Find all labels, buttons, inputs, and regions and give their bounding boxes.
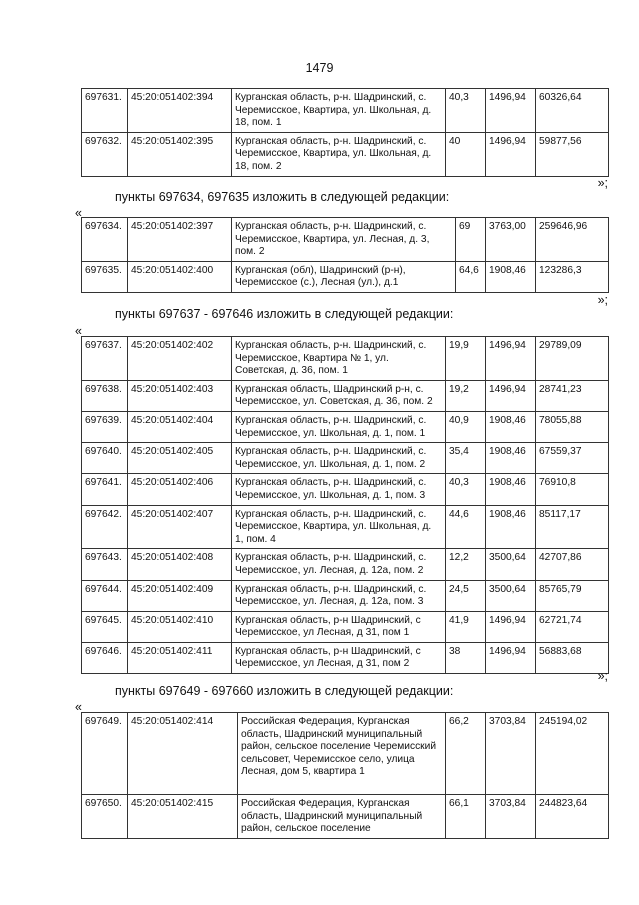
rate: 1908,46 (486, 505, 536, 549)
item-number: 697640. (82, 443, 128, 474)
area: 40,3 (446, 474, 486, 505)
item-number: 697632. (82, 132, 128, 176)
address: Курганская область, р-н. Шадринский, с. Черемисское, Квартира, ул. Школьная, д. 18, пом. 2 (232, 132, 446, 176)
table-row (82, 580, 609, 611)
rate: 3703,84 (486, 795, 536, 839)
cadastral-value: 244823,64 (536, 795, 609, 839)
rate: 1908,46 (486, 261, 536, 292)
address: Курганская область, р-н Шадринский, с Черемисское, ул Лесная, д 31, пом 2 (232, 642, 446, 673)
cadastral-value: 28741,23 (536, 380, 609, 411)
cadastral-value: 59877,56 (536, 132, 609, 176)
table-row (82, 89, 609, 133)
address: Курганская область, р-н. Шадринский, с. Черемисское, ул. Школьная, д. 1, пом. 1 (232, 411, 446, 442)
address: Курганская область, р-н. Шадринский, с. Черемисское, Квартира, ул. Школьная, д. 18, пом. 1 (232, 89, 446, 133)
cadastral-number: 45:20:051402:406 (128, 474, 232, 505)
rate: 1496,94 (486, 89, 536, 133)
cadastral-value: 78055,88 (536, 411, 609, 442)
cadastral-value: 56883,68 (536, 642, 609, 673)
cadastral-table-2 (81, 217, 609, 293)
cadastral-number: 45:20:051402:405 (128, 443, 232, 474)
rate: 3703,84 (486, 713, 536, 795)
area: 12,2 (446, 549, 486, 580)
area: 19,2 (446, 380, 486, 411)
opening-quote: « (75, 700, 82, 714)
opening-quote: « (75, 206, 82, 220)
area: 66,1 (446, 795, 486, 839)
cadastral-value: 85117,17 (536, 505, 609, 549)
cadastral-value: 76910,8 (536, 474, 609, 505)
item-number: 697635. (82, 261, 128, 292)
address: Курганская область, р-н. Шадринский, с. Черемисское, ул. Школьная, д. 1, пом. 3 (232, 474, 446, 505)
address: Курганская область, Шадринский р-н, с. Черемисское, ул. Советская, д. 36, пом. 2 (232, 380, 446, 411)
cadastral-value: 259646,96 (536, 218, 609, 262)
table-row (82, 380, 609, 411)
table-row (82, 474, 609, 505)
address: Курганская область, р-н Шадринский, с Черемисское, ул Лесная, д 31, пом 1 (232, 611, 446, 642)
rate: 1908,46 (486, 474, 536, 505)
closing-quote: »; (597, 669, 608, 683)
address: Курганская область, р-н. Шадринский, с. Черемисское, ул. Лесная, д. 12а, пом. 3 (232, 580, 446, 611)
cadastral-number: 45:20:051402:402 (128, 337, 232, 381)
cadastral-value: 60326,64 (536, 89, 609, 133)
cadastral-number: 45:20:051402:400 (128, 261, 232, 292)
cadastral-number: 45:20:051402:414 (128, 713, 238, 795)
cadastral-number: 45:20:051402:410 (128, 611, 232, 642)
cadastral-number: 45:20:051402:397 (128, 218, 232, 262)
rate: 3500,64 (486, 580, 536, 611)
cadastral-value: 42707,86 (536, 549, 609, 580)
closing-quote: »; (597, 293, 608, 307)
area: 19,9 (446, 337, 486, 381)
address: Курганская (обл), Шадринский (р-н), Черемисское (с.), Лесная (ул.), д.1 (232, 261, 456, 292)
rate: 1496,94 (486, 642, 536, 673)
cadastral-value: 62721,74 (536, 611, 609, 642)
item-number: 697642. (82, 505, 128, 549)
table-row (82, 795, 609, 839)
rate: 3763,00 (486, 218, 536, 262)
area: 35,4 (446, 443, 486, 474)
item-number: 697634. (82, 218, 128, 262)
cadastral-table-4 (81, 712, 609, 839)
item-number: 697645. (82, 611, 128, 642)
cadastral-number: 45:20:051402:395 (128, 132, 232, 176)
cadastral-number: 45:20:051402:404 (128, 411, 232, 442)
rate: 3500,64 (486, 549, 536, 580)
cadastral-number: 45:20:051402:411 (128, 642, 232, 673)
table-row (82, 132, 609, 176)
cadastral-value: 85765,79 (536, 580, 609, 611)
amendment-instruction: пункты 697637 - 697646 изложить в следующей редакции: (115, 307, 454, 321)
amendment-instruction: пункты 697649 - 697660 изложить в следующей редакции: (115, 684, 454, 698)
table-row (82, 713, 609, 795)
cadastral-table-3 (81, 336, 609, 674)
cadastral-value: 29789,09 (536, 337, 609, 381)
item-number: 697646. (82, 642, 128, 673)
rate: 1908,46 (486, 443, 536, 474)
cadastral-number: 45:20:051402:403 (128, 380, 232, 411)
cadastral-number: 45:20:051402:415 (128, 795, 238, 839)
cadastral-value: 67559,37 (536, 443, 609, 474)
cadastral-number: 45:20:051402:408 (128, 549, 232, 580)
area: 40,9 (446, 411, 486, 442)
page-number: 1479 (305, 61, 334, 75)
item-number: 697639. (82, 411, 128, 442)
table-row (82, 218, 609, 262)
area: 66,2 (446, 713, 486, 795)
area: 64,6 (456, 261, 486, 292)
item-number: 697637. (82, 337, 128, 381)
area: 38 (446, 642, 486, 673)
address: Курганская область, р-н. Шадринский, с. Черемисское, Квартира № 1, ул. Советская, д. 36, пом. 1 (232, 337, 446, 381)
closing-quote: »; (597, 176, 608, 190)
cadastral-value: 245194,02 (536, 713, 609, 795)
address: Курганская область, р-н. Шадринский, с. Черемисское, Квартира, ул. Лесная, д. 3, пом. 2 (232, 218, 456, 262)
cadastral-number: 45:20:051402:407 (128, 505, 232, 549)
address: Российская Федерация, Курганская область, Шадринский муниципальный район, сельское поселение (238, 795, 446, 839)
area: 41,9 (446, 611, 486, 642)
opening-quote: « (75, 324, 82, 338)
rate: 1496,94 (486, 611, 536, 642)
address: Российская Федерация, Курганская область, Шадринский муниципальный район, сельское поселение Черемисский сельсовет, Черемисское село, улица Лесная, дом 5, квартира 1 (238, 713, 446, 795)
amendment-instruction: пункты 697634, 697635 изложить в следующей редакции: (115, 190, 450, 204)
rate: 1496,94 (486, 132, 536, 176)
area: 44,6 (446, 505, 486, 549)
table-row (82, 505, 609, 549)
table-row (82, 443, 609, 474)
item-number: 697631. (82, 89, 128, 133)
address: Курганская область, р-н. Шадринский, с. Черемисское, ул. Лесная, д. 12а, пом. 2 (232, 549, 446, 580)
table-row (82, 261, 609, 292)
item-number: 697650. (82, 795, 128, 839)
area: 40,3 (446, 89, 486, 133)
address: Курганская область, р-н. Шадринский, с. Черемисское, Квартира, ул. Школьная, д. 1, пом. 4 (232, 505, 446, 549)
area: 69 (456, 218, 486, 262)
rate: 1496,94 (486, 337, 536, 381)
cadastral-number: 45:20:051402:409 (128, 580, 232, 611)
cadastral-value: 123286,3 (536, 261, 609, 292)
address: Курганская область, р-н. Шадринский, с. Черемисское, ул. Школьная, д. 1, пом. 2 (232, 443, 446, 474)
item-number: 697643. (82, 549, 128, 580)
item-number: 697641. (82, 474, 128, 505)
table-row (82, 337, 609, 381)
item-number: 697644. (82, 580, 128, 611)
rate: 1908,46 (486, 411, 536, 442)
table-row (82, 411, 609, 442)
area: 40 (446, 132, 486, 176)
area: 24,5 (446, 580, 486, 611)
item-number: 697649. (82, 713, 128, 795)
cadastral-table-1 (81, 88, 609, 177)
item-number: 697638. (82, 380, 128, 411)
cadastral-number: 45:20:051402:394 (128, 89, 232, 133)
table-row (82, 642, 609, 673)
rate: 1496,94 (486, 380, 536, 411)
table-row (82, 549, 609, 580)
table-row (82, 611, 609, 642)
